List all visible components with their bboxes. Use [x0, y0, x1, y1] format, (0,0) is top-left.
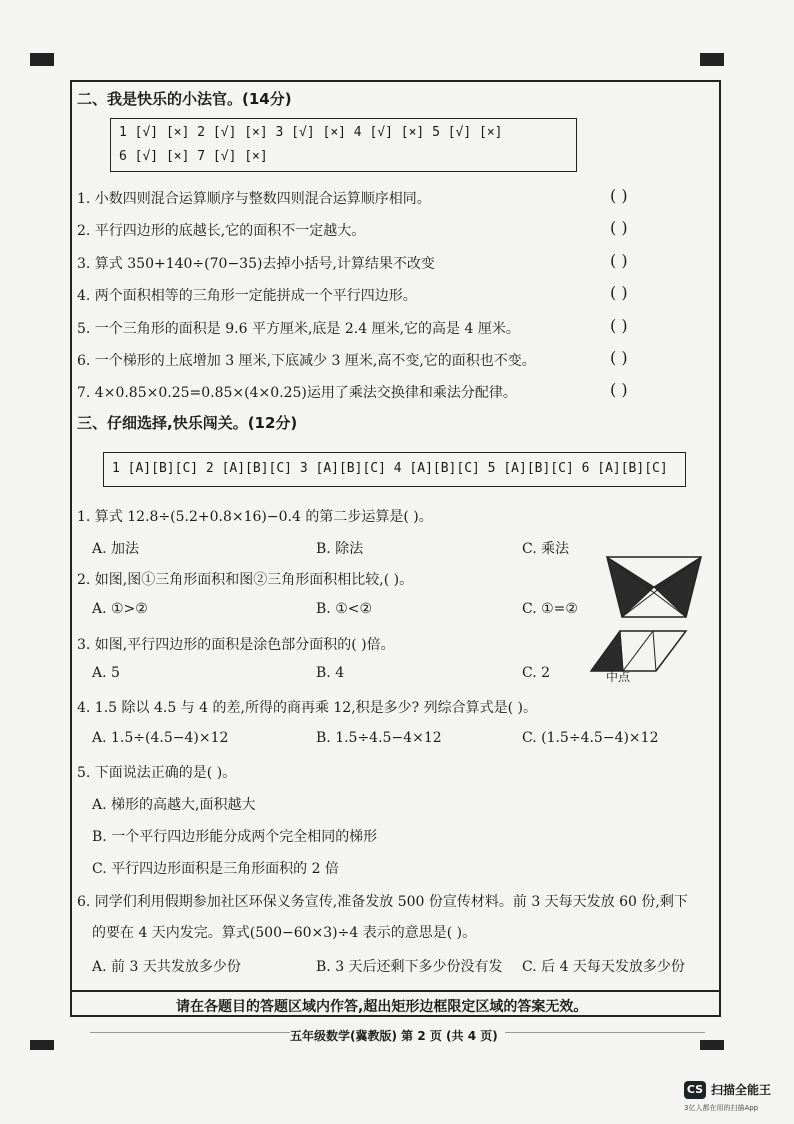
answer-blank-7[interactable]: ( )	[610, 380, 628, 399]
bubbles-row-1: 1 [√] [×] 2 [√] [×] 3 [√] [×] 4 [√] [×] 5 [√] [×]	[119, 125, 503, 140]
judge-item-2: 2. 平行四边形的底越长,它的面积不一定越大。	[77, 223, 366, 239]
camscanner-tagline: 3亿人都在用的扫描App	[684, 1104, 759, 1112]
parallelogram-figure	[590, 629, 688, 673]
registration-mark-bottom-right	[700, 1040, 724, 1050]
choice-q4-option-b: B. 1.5÷4.5−4×12	[316, 730, 442, 746]
bubbles-row-2: 6 [√] [×] 7 [√] [×]	[119, 149, 268, 164]
answer-blank-4[interactable]: ( )	[610, 283, 628, 302]
judge-item-7: 7. 4×0.85×0.25=0.85×(4×0.25)运用了乘法交换律和乘法分配律。	[77, 385, 517, 401]
answer-blank-1[interactable]: ( )	[610, 186, 628, 205]
answer-blank-6[interactable]: ( )	[610, 348, 628, 367]
choice-q3-option-c: C. 2	[522, 665, 551, 681]
judge-item-3: 3. 算式 350+140÷(70−35)去掉小括号,计算结果不改变	[77, 256, 435, 272]
choice-q2-option-c: C. ①=②	[522, 601, 578, 617]
registration-mark-bottom-left	[30, 1040, 54, 1050]
answer-area-notice: 请在各题目的答题区域内作答,超出矩形边框限定区域的答案无效。	[176, 999, 588, 1015]
choice-q2-stem: 2. 如图,图①三角形面积和图②三角形面积相比较,( )。	[77, 572, 414, 588]
choice-q6-stem-line2: 的要在 4 天内发完。算式(500−60×3)÷4 表示的意思是( )。	[92, 925, 477, 941]
camscanner-logo-icon: CS	[684, 1081, 706, 1099]
judge-item-4: 4. 两个面积相等的三角形一定能拼成一个平行四边形。	[77, 288, 417, 304]
choice-q1-option-c: C. 乘法	[522, 541, 570, 557]
answer-blank-5[interactable]: ( )	[610, 316, 628, 335]
choice-q3-option-b: B. 4	[316, 665, 345, 681]
answer-blank-2[interactable]: ( )	[610, 218, 628, 237]
choice-q5-option-a: A. 梯形的高越大,面积越大	[92, 797, 256, 813]
midpoint-label: 中点	[606, 670, 631, 684]
bubbles-row: 1 [A][B][C] 2 [A][B][C] 3 [A][B][C] 4 [A][B][C] 5 [A][B][C] 6 [A][B][C]	[112, 461, 668, 476]
section-3-title: 三、仔细选择,快乐闯关。(12分)	[77, 414, 298, 432]
camscanner-name: 扫描全能王	[711, 1083, 772, 1097]
registration-mark-top-right	[700, 53, 724, 66]
answer-blank-3[interactable]: ( )	[610, 251, 628, 270]
choice-q6-option-c: C. 后 4 天每天发放多少份	[522, 959, 685, 975]
notice-divider	[70, 990, 721, 992]
footer-rule-left	[90, 1032, 290, 1033]
choice-q3-option-a: A. 5	[92, 665, 120, 681]
judge-item-5: 5. 一个三角形的面积是 9.6 平方厘米,底是 2.4 厘米,它的高是 4 厘米。	[77, 321, 520, 337]
choice-q2-option-b: B. ①<②	[316, 601, 373, 617]
choice-q1-stem: 1. 算式 12.8÷(5.2+0.8×16)−0.4 的第二步运算是( )。	[77, 509, 433, 525]
section-3-answer-bubbles	[103, 452, 686, 487]
choice-q6-option-a: A. 前 3 天共发放多少份	[92, 959, 241, 975]
choice-q5-option-b: B. 一个平行四边形能分成两个完全相同的梯形	[92, 829, 378, 845]
choice-q2-option-a: A. ①>②	[92, 601, 148, 617]
registration-mark-top-left	[30, 53, 54, 66]
footer-rule-right	[505, 1032, 705, 1033]
choice-q1-option-b: B. 除法	[316, 541, 364, 557]
choice-q5-stem: 5. 下面说法正确的是( )。	[77, 765, 237, 781]
choice-q4-option-a: A. 1.5÷(4.5−4)×12	[92, 730, 229, 746]
choice-q6-option-b: B. 3 天后还剩下多少份没有发	[316, 959, 503, 975]
choice-q4-option-c: C. (1.5÷4.5−4)×12	[522, 730, 659, 746]
choice-q5-option-c: C. 平行四边形面积是三角形面积的 2 倍	[92, 861, 339, 877]
judge-item-6: 6. 一个梯形的上底增加 3 厘米,下底减少 3 厘米,高不变,它的面积也不变。	[77, 353, 536, 369]
page-footer: 五年级数学(冀教版) 第 2 页 (共 4 页)	[290, 1029, 498, 1043]
section-2-answer-bubbles	[110, 118, 577, 172]
choice-q3-stem: 3. 如图,平行四边形的面积是涂色部分面积的( )倍。	[77, 637, 395, 653]
judge-item-1: 1. 小数四则混合运算顺序与整数四则混合运算顺序相同。	[77, 191, 431, 207]
trapezoid-triangles-figure	[606, 555, 702, 619]
choice-q1-option-a: A. 加法	[92, 541, 140, 557]
section-2-title: 二、我是快乐的小法官。(14分)	[77, 90, 292, 108]
choice-q6-stem-line1: 6. 同学们利用假期参加社区环保义务宣传,准备发放 500 份宣传材料。前 3 天每天发放 60 份,剩下	[77, 894, 688, 910]
choice-q4-stem: 4. 1.5 除以 4.5 与 4 的差,所得的商再乘 12,积是多少? 列综合算式是( )。	[77, 700, 537, 716]
